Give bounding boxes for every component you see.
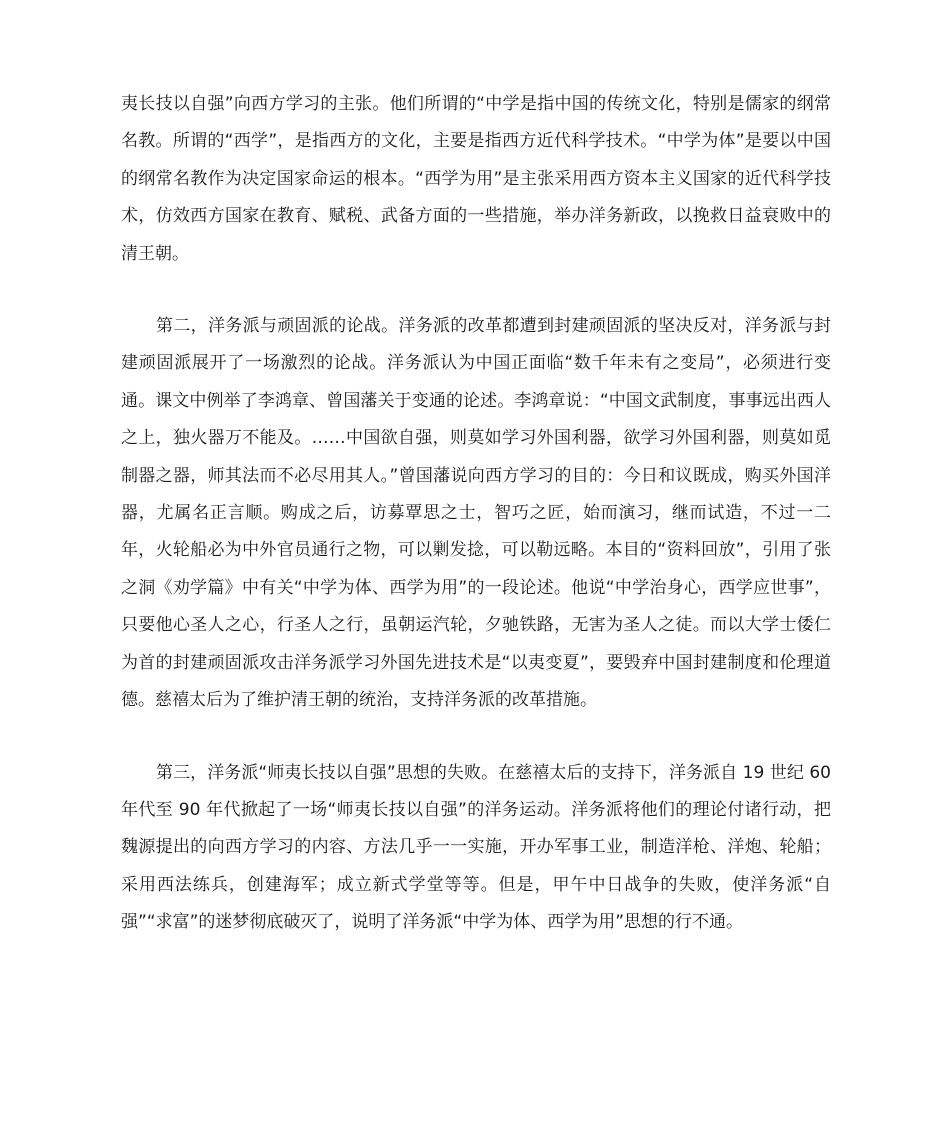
paragraph-continuation: 夷长技以自强”向西方学习的主张。他们所谓的“中学是指中国的传统文化，特别是儒家的纲常名教。所谓的“西学”，是指西方的文化，主要是指西方近代科学技术。“中学为体”是要以中国的纲常名教作为决定国家命运的根本。“西学为用”是主张采用西方资本主义国家的近代科学技术，仿效西方国家在教育、赋税、武备方面的一些措施，举办洋务新政，以挽救日益衰败中的清王朝。	[121, 94, 831, 264]
document-page	[121, 86, 831, 942]
paragraph-second-point: 第二，洋务派与顽固派的论战。洋务派的改革都遭到封建顽固派的坚决反对，洋务派与封建顽固派展开了一场激烈的论战。洋务派认为中国正面临“数千年未有之变局”，必须进行变通。课文中例举了李鸿章、曾国藩关于变通的论述。李鸿章说：“中国文武制度，事事远出西人之上，独火器万不能及。……中国欲自强，则莫如学习外国利器，欲学习外国利器，则莫如觅制器之器，师其法而不必尽用其人。”曾国藩说向西方学习的目的：今日和议既成，购买外国洋器，尤属名正言顺。购成之后，访募覃思之士，智巧之匠，始而演习，继而试造，不过一二年，火轮船必为中外官员通行之物，可以剿发捻，可以勒远略。本目的“资料回放”，引用了张之洞《劝学篇》中有关“中学为体、西学为用”的一段论述。他说“中学治身心，西学应世事”，只要他心圣人之心，行圣人之行，虽朝运汽轮，夕驰铁路，无害为圣人之徒。而以大学士倭仁为首的封建顽固派攻击洋务派学习外国先进技术是“以夷变夏”，要毁弃中国封建制度和伦理道德。慈禧太后为了维护清王朝的统治，支持洋务派的改革措施。	[121, 316, 831, 711]
paragraph-third-point: 第三，洋务派“师夷长技以自强”思想的失败。在慈禧太后的支持下，洋务派自 19 世纪 60 年代至 90 年代掀起了一场“师夷长技以自强”的洋务运动。洋务派将他们的理论付诸行动，把魏源提出的向西方学习的内容、方法几乎一一实施，开办军事工业，制造洋枪、洋炮、轮船；采用西法练兵，创建海军；成立新式学堂等等。但是，甲午中日战争的失败，使洋务派“自强”“求富”的迷梦彻底破灭了，说明了洋务派“中学为体、西学为用”思想的行不通。	[121, 762, 831, 933]
